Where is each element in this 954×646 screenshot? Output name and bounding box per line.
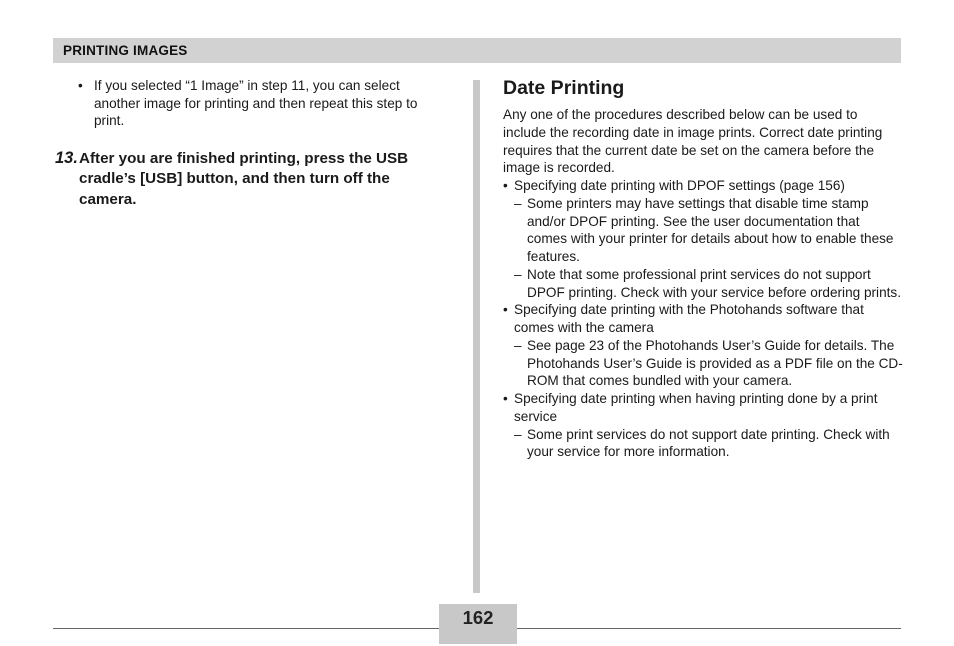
intro-paragraph: Any one of the procedures described below can be used to include the recording date in image prints. Correct date printing requires that the current date be set on the camera before the image is recorded. bbox=[503, 107, 883, 176]
list-item-text: Specifying date printing with the Photohands software that comes with the camera bbox=[514, 302, 864, 335]
step-13 bbox=[55, 149, 448, 210]
list-item-text: Specifying date printing when having printing done by a print service bbox=[514, 391, 878, 424]
dash-icon: – bbox=[514, 195, 522, 211]
step-text: After you are finished printing, press the USB cradle’s [USB] button, and then turn off the camera. bbox=[79, 150, 409, 208]
bullet-dot-icon: • bbox=[503, 178, 508, 193]
bullet-dot-icon: • bbox=[503, 391, 508, 406]
step-number: 13. bbox=[55, 149, 78, 168]
page-number: 162 bbox=[462, 606, 494, 628]
sub-list-item bbox=[503, 426, 903, 462]
left-bullet-text: If you selected “1 Image” in step 11, you can select another image for printing and then repeat this step to print. bbox=[94, 78, 418, 129]
list-item-text: Specifying date printing with DPOF settings (page 156) bbox=[514, 178, 845, 193]
dash-icon: – bbox=[514, 337, 522, 353]
section-header-title: PRINTING IMAGES bbox=[63, 43, 188, 58]
list-item bbox=[503, 301, 903, 337]
sub-list-item-text: Some print services do not support date printing. Check with your service for more information. bbox=[527, 426, 890, 460]
bullet-dot-icon: • bbox=[78, 78, 83, 93]
page-number-box bbox=[439, 604, 517, 644]
sub-list-item-text: Some printers may have settings that disable time stamp and/or DPOF printing. See the user documentation that comes with your printer for details about how to enable these features. bbox=[527, 195, 894, 264]
sub-list-item bbox=[503, 195, 903, 266]
column-divider bbox=[473, 80, 480, 593]
bullet-dot-icon: • bbox=[503, 302, 508, 318]
list-item bbox=[503, 177, 903, 195]
section-header-bar bbox=[53, 38, 901, 63]
right-column bbox=[503, 76, 903, 461]
list-item bbox=[503, 390, 903, 426]
dash-icon: – bbox=[514, 426, 522, 442]
sub-list-item-text: See page 23 of the Photohands User’s Guide for details. The Photohands User’s Guide is provided as a PDF file on the CD-ROM that comes bundled with your camera. bbox=[527, 337, 903, 389]
dash-icon: – bbox=[514, 266, 522, 282]
left-bullet-item bbox=[78, 77, 448, 130]
date-printing-title: Date Printing bbox=[503, 77, 625, 99]
left-column bbox=[55, 77, 448, 210]
sub-list-item bbox=[503, 266, 903, 302]
sub-list-item bbox=[503, 337, 903, 390]
sub-list-item-text: Note that some professional print services do not support DPOF printing. Check with your service before ordering prints. bbox=[527, 266, 901, 300]
